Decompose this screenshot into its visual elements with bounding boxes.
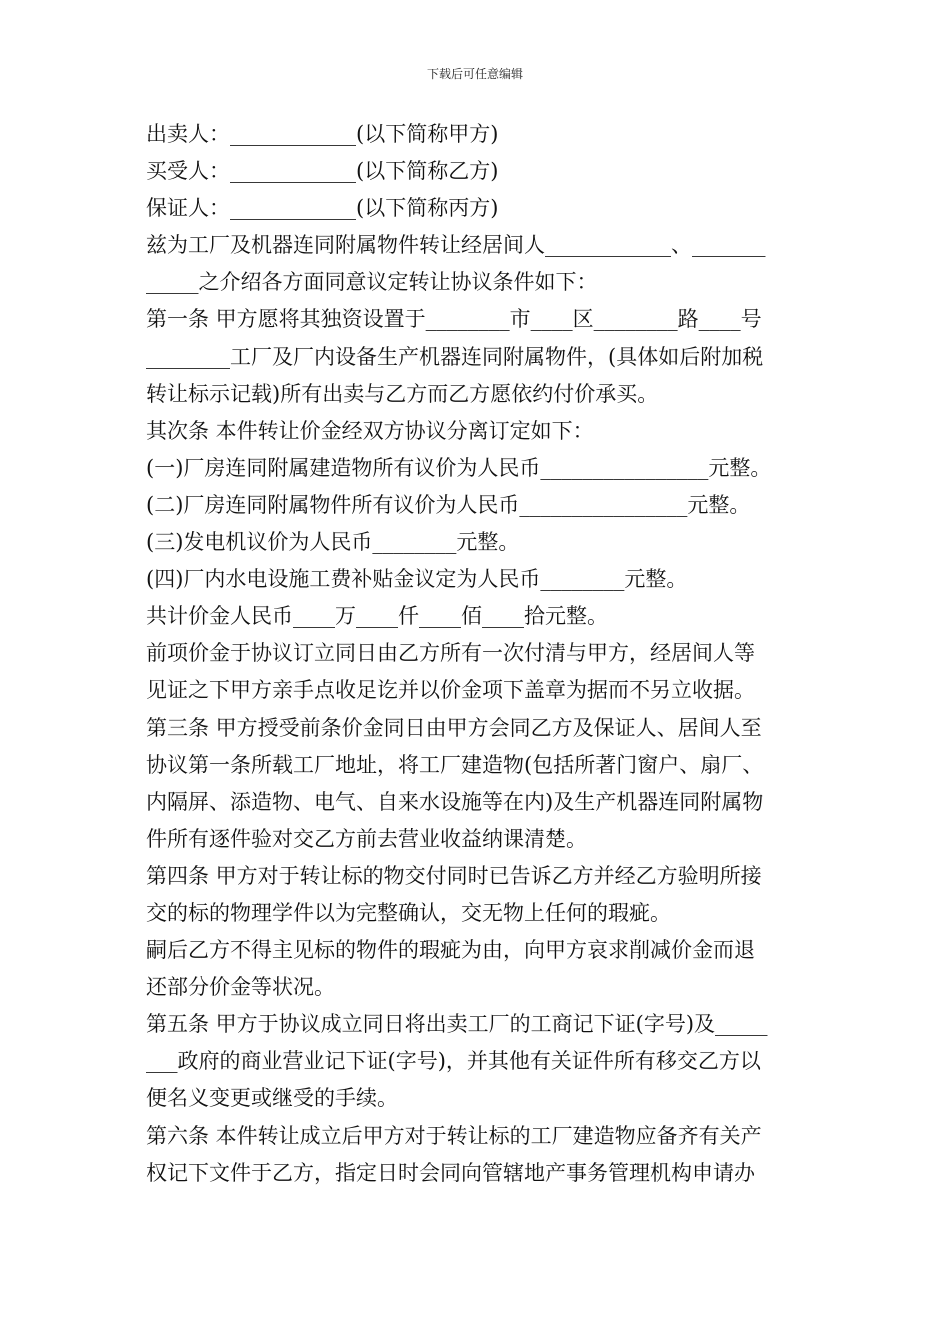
text-line-payment-2: 见证之下甲方亲手点收足讫并以价金项下盖章为据而不另立收据。	[146, 678, 755, 703]
text-line-price-item-4: (四)厂内水电设施工费补贴金议定为人民币________元整。	[146, 567, 688, 592]
text-line-article1-3: 转让标示记载)所有出卖与乙方而乙方愿依约付价承买。	[146, 381, 659, 406]
text-line-article3-4: 件所有逐件验对交乙方前去营业收益纳课清楚。	[146, 826, 587, 851]
text-line-article4-4: 还部分价金等状况。	[146, 975, 335, 1000]
text-line-article6-1: 第六条 本件转让成立后甲方对于转让标的工厂建造物应备齐有关产	[146, 1123, 762, 1148]
text-line-article5-3: 便名义变更或继受的手续。	[146, 1086, 398, 1111]
text-line-price-item-1: (一)厂房连同附属建造物所有议价为人民币________________元整。	[146, 455, 772, 480]
text-line-price-item-3: (三)发电机议价为人民币________元整。	[146, 530, 520, 555]
page-header-note: 下载后可任意编辑	[426, 67, 523, 81]
text-line-article3-3: 内隔屏、添造物、电气、自来水设施等在内)及生产机器连同附属物	[146, 789, 764, 814]
text-line-article6-2: 权记下文件于乙方，指定日时会同向管辖地产事务管理机构申请办	[146, 1160, 755, 1185]
text-line-buyer: 买受人：____________(以下简称乙方)	[146, 159, 499, 184]
text-line-guarantor: 保证人：____________(以下简称丙方)	[146, 196, 499, 221]
text-line-seller: 出卖人：____________(以下简称甲方)	[146, 122, 499, 146]
text-line-article3-2: 协议第一条所载工厂地址，将工厂建造物(包括所著门窗户、扇厂、	[146, 752, 764, 777]
text-line-article2-heading: 其次条 本件转让价金经双方协议分离订定如下：	[146, 418, 594, 443]
text-line-price-item-2: (二)厂房连同附属物件所有议价为人民币________________元整。	[146, 492, 751, 517]
text-line-article3-1: 第三条 甲方授受前条价金同日由甲方会同乙方及保证人、居间人至	[146, 715, 762, 740]
document-body	[146, 116, 808, 1192]
text-line-article4-2: 交的标的物理学件以为完整确认，交无物上任何的瑕疵。	[146, 900, 671, 925]
text-line-preamble-2: _____之介绍各方面同意议定转让协议条件如下：	[146, 270, 598, 295]
text-line-preamble-1: 兹为工厂及机器连同附属物件转让经居间人____________、_______	[146, 233, 766, 258]
text-line-article5-2: ___政府的商业营业记下证(字号)，并其他有关证件所有移交乙方以	[146, 1049, 761, 1074]
text-line-price-total: 共计价金人民币____万____仟____佰____拾元整。	[146, 604, 608, 629]
text-line-article5-1: 第五条 甲方于协议成立同日将出卖工厂的工商记下证(字号)及_____	[146, 1012, 768, 1037]
text-line-payment-1: 前项价金于协议订立同日由乙方所有一次付清与甲方，经居间人等	[146, 641, 755, 666]
text-line-article1-1: 第一条 甲方愿将其独资设置于________市____区________路____号	[146, 307, 762, 332]
text-line-article4-3: 嗣后乙方不得主见标的物件的瑕疵为由，向甲方哀求削减价金而退	[146, 938, 755, 963]
text-line-article1-2: ________工厂及厂内设备生产机器连同附属物件，(具体如后附加税	[146, 344, 764, 369]
text-line-article4-1: 第四条 甲方对于转让标的物交付同时已告诉乙方并经乙方验明所接	[146, 863, 762, 888]
